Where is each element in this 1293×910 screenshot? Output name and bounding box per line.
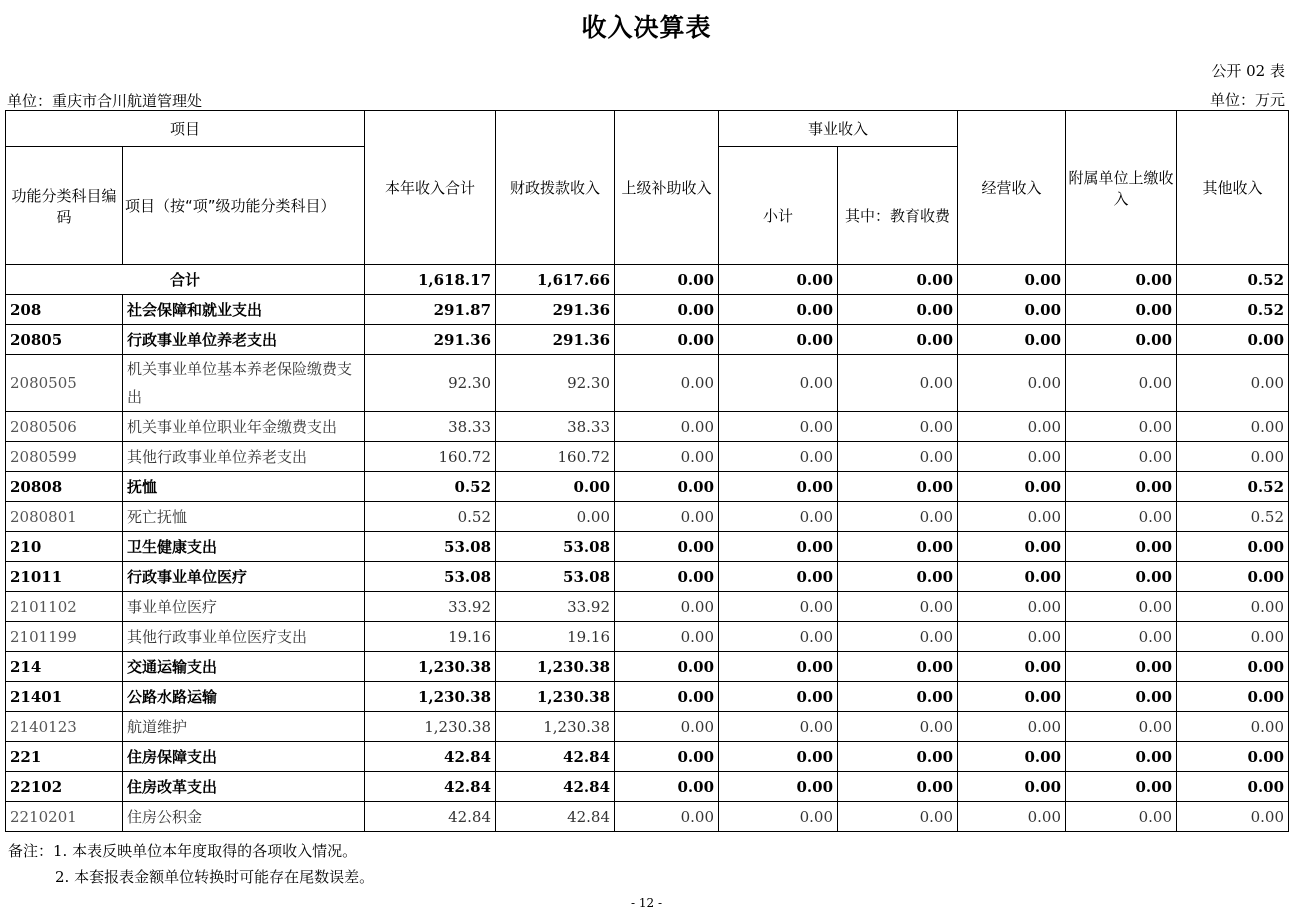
amount-cell: 0.00 <box>615 682 719 712</box>
amount-cell: 0.00 <box>838 532 958 562</box>
amount-cell: 0.00 <box>958 502 1066 532</box>
amount-cell: 1,230.38 <box>365 682 496 712</box>
amount-cell: 291.36 <box>496 325 615 355</box>
item-name-cell: 行政事业单位养老支出 <box>123 325 365 355</box>
amount-cell: 0.00 <box>719 502 838 532</box>
amount-cell: 0.00 <box>958 325 1066 355</box>
amount-cell: 0.00 <box>958 532 1066 562</box>
table-row <box>6 682 1289 712</box>
amount-cell: 38.33 <box>496 412 615 442</box>
amount-cell: 0.00 <box>615 712 719 742</box>
amount-cell: 19.16 <box>365 622 496 652</box>
amount-cell: 0.00 <box>958 442 1066 472</box>
function-code-cell: 2080505 <box>6 355 123 412</box>
amount-cell: 0.00 <box>1066 355 1177 412</box>
amount-cell: 0.00 <box>838 712 958 742</box>
amount-cell: 0.52 <box>365 472 496 502</box>
amount-cell: 0.00 <box>1066 442 1177 472</box>
amount-cell: 0.00 <box>615 742 719 772</box>
income-statement-table <box>5 110 1289 832</box>
item-name-cell: 抚恤 <box>123 472 365 502</box>
function-code-cell: 21011 <box>6 562 123 592</box>
table-row <box>6 502 1289 532</box>
table-row <box>6 742 1289 772</box>
table-row <box>6 412 1289 442</box>
table-body <box>6 265 1289 832</box>
note-line: 备注：1. 本表反映单位本年度取得的各项收入情况。 <box>8 842 358 860</box>
amount-cell: 0.00 <box>719 412 838 442</box>
amount-cell: 0.00 <box>719 472 838 502</box>
amount-cell: 0.00 <box>719 325 838 355</box>
item-name-cell: 卫生健康支出 <box>123 532 365 562</box>
total-cell: 0.52 <box>1177 265 1289 295</box>
amount-cell: 1,230.38 <box>496 682 615 712</box>
amount-cell: 0.00 <box>1066 652 1177 682</box>
amount-cell: 0.00 <box>1177 772 1289 802</box>
amount-cell: 92.30 <box>365 355 496 412</box>
total-cell: 1,618.17 <box>365 265 496 295</box>
amount-cell: 0.00 <box>958 412 1066 442</box>
function-code-cell: 2080801 <box>6 502 123 532</box>
amount-cell: 0.00 <box>958 742 1066 772</box>
amount-cell: 0.00 <box>719 532 838 562</box>
reporting-unit: 单位：重庆市合川航道管理处 <box>7 92 203 110</box>
item-name-cell: 其他行政事业单位养老支出 <box>123 442 365 472</box>
function-code-cell: 2080506 <box>6 412 123 442</box>
table-row <box>6 802 1289 832</box>
amount-cell: 0.00 <box>958 802 1066 832</box>
amount-cell: 1,230.38 <box>496 652 615 682</box>
amount-cell: 0.00 <box>1066 562 1177 592</box>
amount-cell: 0.00 <box>615 772 719 802</box>
amount-cell: 0.00 <box>1066 502 1177 532</box>
header-business-subtotal: 小计 <box>719 147 838 265</box>
amount-cell: 0.00 <box>615 562 719 592</box>
amount-cell: 42.84 <box>365 772 496 802</box>
amount-cell: 0.00 <box>958 652 1066 682</box>
total-cell: 0.00 <box>615 265 719 295</box>
item-name-cell: 住房公积金 <box>123 802 365 832</box>
function-code-cell: 210 <box>6 532 123 562</box>
table-row <box>6 652 1289 682</box>
amount-cell: 0.00 <box>1066 325 1177 355</box>
amount-cell: 0.00 <box>838 472 958 502</box>
amount-cell: 0.00 <box>719 442 838 472</box>
amount-cell: 0.00 <box>838 442 958 472</box>
amount-cell: 0.00 <box>1066 802 1177 832</box>
amount-cell: 0.00 <box>1177 622 1289 652</box>
amount-cell: 160.72 <box>496 442 615 472</box>
amount-cell: 0.00 <box>719 652 838 682</box>
amount-cell: 0.00 <box>958 295 1066 325</box>
amount-cell: 0.00 <box>719 355 838 412</box>
header-affiliated-income: 附属单位上缴收入 <box>1066 111 1177 265</box>
amount-cell: 19.16 <box>496 622 615 652</box>
amount-cell: 0.00 <box>1066 742 1177 772</box>
amount-cell: 53.08 <box>365 532 496 562</box>
table-row <box>6 622 1289 652</box>
amount-cell: 0.00 <box>958 682 1066 712</box>
amount-cell: 0.00 <box>958 622 1066 652</box>
amount-cell: 1,230.38 <box>365 652 496 682</box>
amount-cell: 0.00 <box>615 442 719 472</box>
amount-cell: 0.00 <box>838 295 958 325</box>
table-row <box>6 472 1289 502</box>
amount-cell: 0.00 <box>1066 472 1177 502</box>
amount-cell: 0.00 <box>838 622 958 652</box>
amount-cell: 0.00 <box>1177 355 1289 412</box>
amount-cell: 0.00 <box>615 532 719 562</box>
amount-cell: 42.84 <box>496 772 615 802</box>
amount-cell: 0.00 <box>838 802 958 832</box>
currency-unit: 单位：万元 <box>1209 91 1285 109</box>
amount-cell: 42.84 <box>365 802 496 832</box>
amount-cell: 0.00 <box>838 502 958 532</box>
amount-cell: 0.00 <box>719 682 838 712</box>
header-item-name: 项目（按“项”级功能分类科目） <box>123 147 365 265</box>
table-row <box>6 562 1289 592</box>
item-name-cell: 机关事业单位职业年金缴费支出 <box>123 412 365 442</box>
amount-cell: 0.00 <box>1177 592 1289 622</box>
amount-cell: 0.00 <box>1066 622 1177 652</box>
amount-cell: 42.84 <box>496 802 615 832</box>
amount-cell: 0.52 <box>1177 472 1289 502</box>
table-row <box>6 772 1289 802</box>
function-code-cell: 22102 <box>6 772 123 802</box>
amount-cell: 0.00 <box>1177 442 1289 472</box>
function-code-cell: 208 <box>6 295 123 325</box>
page-title: 收入决算表 <box>581 13 712 42</box>
amount-cell: 0.00 <box>838 562 958 592</box>
item-name-cell: 交通运输支出 <box>123 652 365 682</box>
amount-cell: 0.00 <box>1066 592 1177 622</box>
amount-cell: 0.00 <box>496 472 615 502</box>
item-name-cell: 事业单位医疗 <box>123 592 365 622</box>
amount-cell: 0.00 <box>958 712 1066 742</box>
header-item: 项目 <box>6 111 365 147</box>
amount-cell: 0.00 <box>838 592 958 622</box>
amount-cell: 53.08 <box>496 562 615 592</box>
item-name-cell: 住房保障支出 <box>123 742 365 772</box>
amount-cell: 0.00 <box>615 472 719 502</box>
amount-cell: 38.33 <box>365 412 496 442</box>
amount-cell: 0.00 <box>615 622 719 652</box>
amount-cell: 0.00 <box>1177 802 1289 832</box>
amount-cell: 0.00 <box>615 412 719 442</box>
amount-cell: 0.00 <box>1177 712 1289 742</box>
amount-cell: 0.00 <box>719 295 838 325</box>
amount-cell: 0.00 <box>958 355 1066 412</box>
item-name-cell: 公路水路运输 <box>123 682 365 712</box>
amount-cell: 0.00 <box>1066 772 1177 802</box>
amount-cell: 92.30 <box>496 355 615 412</box>
amount-cell: 42.84 <box>496 742 615 772</box>
amount-cell: 33.92 <box>365 592 496 622</box>
function-code-cell: 20805 <box>6 325 123 355</box>
total-label: 合计 <box>6 265 365 295</box>
amount-cell: 0.00 <box>1066 682 1177 712</box>
function-code-cell: 2210201 <box>6 802 123 832</box>
amount-cell: 0.00 <box>615 592 719 622</box>
header-total-income: 本年收入合计 <box>365 111 496 265</box>
amount-cell: 0.52 <box>1177 295 1289 325</box>
amount-cell: 0.00 <box>496 502 615 532</box>
item-name-cell: 行政事业单位医疗 <box>123 562 365 592</box>
item-name-cell: 机关事业单位基本养老保险缴费支出 <box>123 355 365 412</box>
amount-cell: 0.00 <box>1177 532 1289 562</box>
table-row <box>6 712 1289 742</box>
function-code-cell: 221 <box>6 742 123 772</box>
amount-cell: 0.00 <box>1177 562 1289 592</box>
function-code-cell: 2101199 <box>6 622 123 652</box>
notes <box>8 838 374 890</box>
amount-cell: 0.00 <box>838 412 958 442</box>
amount-cell: 1,230.38 <box>365 712 496 742</box>
function-code-cell: 21401 <box>6 682 123 712</box>
amount-cell: 42.84 <box>365 742 496 772</box>
amount-cell: 53.08 <box>365 562 496 592</box>
amount-cell: 0.00 <box>838 772 958 802</box>
amount-cell: 0.00 <box>838 652 958 682</box>
header-fiscal-appropriation: 财政拨款收入 <box>496 111 615 265</box>
table-row <box>6 532 1289 562</box>
function-code-cell: 2101102 <box>6 592 123 622</box>
amount-cell: 0.00 <box>615 502 719 532</box>
header-business-income-group: 事业收入 <box>719 111 958 147</box>
amount-cell: 0.52 <box>1177 502 1289 532</box>
amount-cell: 0.00 <box>615 652 719 682</box>
item-name-cell: 航道维护 <box>123 712 365 742</box>
amount-cell: 0.00 <box>838 682 958 712</box>
amount-cell: 0.00 <box>838 325 958 355</box>
amount-cell: 0.00 <box>958 562 1066 592</box>
amount-cell: 0.00 <box>719 802 838 832</box>
total-cell: 0.00 <box>958 265 1066 295</box>
amount-cell: 0.00 <box>958 472 1066 502</box>
amount-cell: 0.00 <box>719 592 838 622</box>
table-row <box>6 442 1289 472</box>
header-education-fee: 其中：教育收费 <box>838 147 958 265</box>
amount-cell: 0.00 <box>838 355 958 412</box>
amount-cell: 0.00 <box>719 712 838 742</box>
amount-cell: 0.00 <box>1177 412 1289 442</box>
item-name-cell: 死亡抚恤 <box>123 502 365 532</box>
amount-cell: 0.00 <box>958 592 1066 622</box>
amount-cell: 0.00 <box>615 355 719 412</box>
page-number: - 12 - <box>630 896 662 910</box>
amount-cell: 0.00 <box>1066 532 1177 562</box>
amount-cell: 53.08 <box>496 532 615 562</box>
amount-cell: 1,230.38 <box>496 712 615 742</box>
amount-cell: 0.00 <box>1066 412 1177 442</box>
amount-cell: 0.00 <box>615 802 719 832</box>
amount-cell: 0.00 <box>719 562 838 592</box>
form-number: 公开 02 表 <box>1211 62 1285 80</box>
function-code-cell: 214 <box>6 652 123 682</box>
header-upper-subsidy: 上级补助收入 <box>615 111 719 265</box>
table-row <box>6 325 1289 355</box>
amount-cell: 0.52 <box>365 502 496 532</box>
total-cell: 1,617.66 <box>496 265 615 295</box>
table-row <box>6 355 1289 412</box>
amount-cell: 0.00 <box>838 742 958 772</box>
amount-cell: 0.00 <box>1177 682 1289 712</box>
table-row <box>6 592 1289 622</box>
item-name-cell: 住房改革支出 <box>123 772 365 802</box>
amount-cell: 33.92 <box>496 592 615 622</box>
function-code-cell: 2080599 <box>6 442 123 472</box>
item-name-cell: 社会保障和就业支出 <box>123 295 365 325</box>
amount-cell: 0.00 <box>719 742 838 772</box>
total-cell: 0.00 <box>719 265 838 295</box>
item-name-cell: 其他行政事业单位医疗支出 <box>123 622 365 652</box>
amount-cell: 0.00 <box>1066 712 1177 742</box>
function-code-cell: 2140123 <box>6 712 123 742</box>
total-row <box>6 265 1289 295</box>
function-code-cell: 20808 <box>6 472 123 502</box>
table-row <box>6 295 1289 325</box>
total-cell: 0.00 <box>1066 265 1177 295</box>
amount-cell: 0.00 <box>958 772 1066 802</box>
amount-cell: 0.00 <box>615 325 719 355</box>
amount-cell: 160.72 <box>365 442 496 472</box>
amount-cell: 0.00 <box>1177 325 1289 355</box>
header-other-income: 其他收入 <box>1177 111 1289 265</box>
header-operating-income: 经营收入 <box>958 111 1066 265</box>
amount-cell: 291.36 <box>496 295 615 325</box>
total-cell: 0.00 <box>838 265 958 295</box>
amount-cell: 0.00 <box>1177 652 1289 682</box>
amount-cell: 291.87 <box>365 295 496 325</box>
header-function-code: 功能分类科目编码 <box>6 147 123 265</box>
amount-cell: 0.00 <box>719 622 838 652</box>
amount-cell: 0.00 <box>719 772 838 802</box>
amount-cell: 291.36 <box>365 325 496 355</box>
note-line: 2. 本套报表金额单位转换时可能存在尾数误差。 <box>55 868 375 886</box>
amount-cell: 0.00 <box>1066 295 1177 325</box>
amount-cell: 0.00 <box>615 295 719 325</box>
amount-cell: 0.00 <box>1177 742 1289 772</box>
